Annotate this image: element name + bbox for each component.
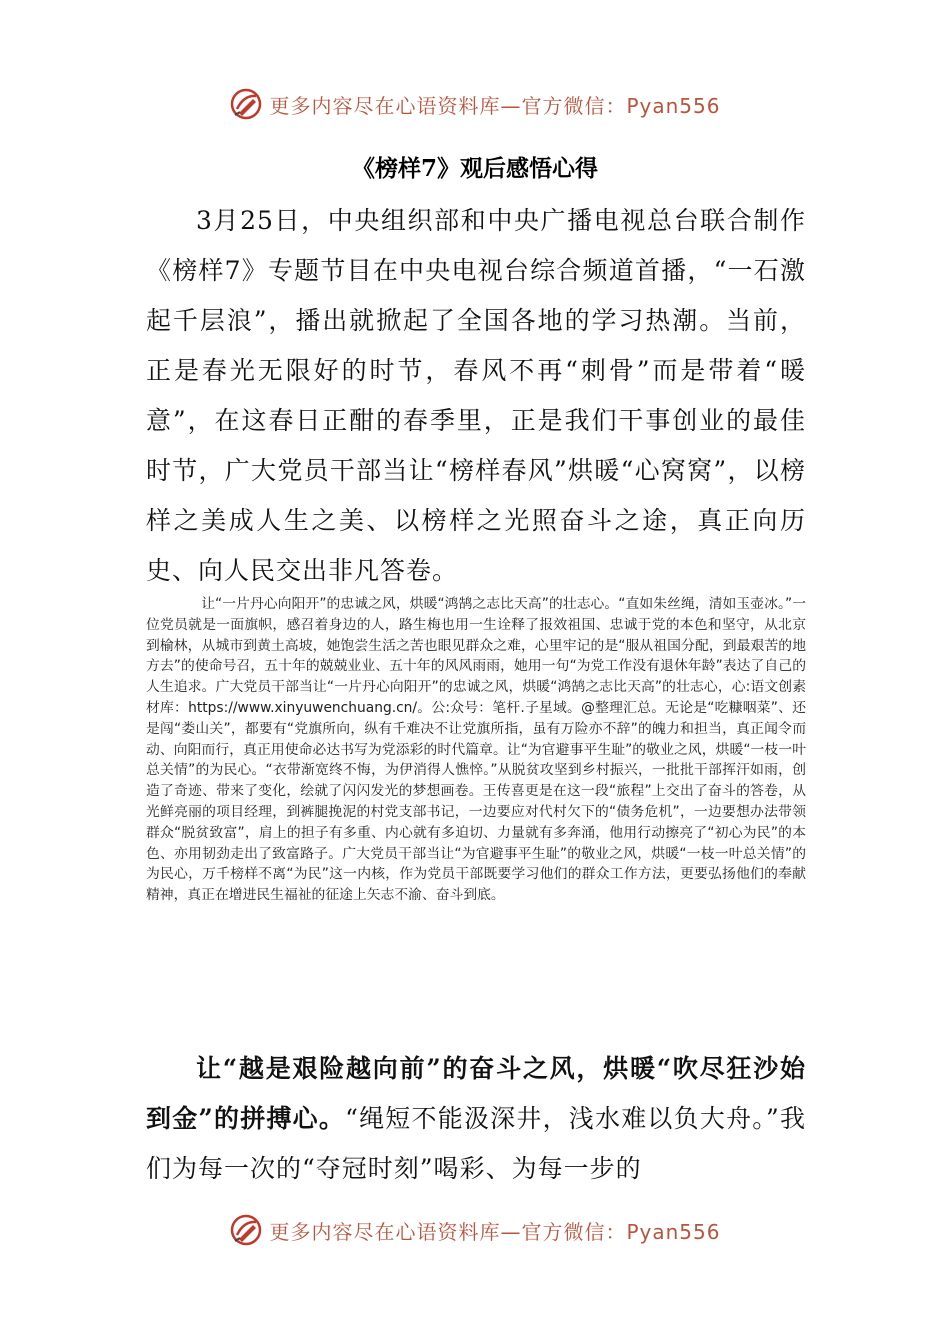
section-paragraph	[146, 1044, 806, 1194]
footer-banner	[0, 1210, 950, 1250]
pen-seal-icon	[229, 1213, 263, 1247]
footer-banner-text: 更多内容尽在心语资料库—官方微信：Pyan556	[269, 1219, 721, 1244]
header-banner	[0, 84, 950, 124]
section-heading-bold: 让“越是艰险越向前”的奋斗之风，烘暖“吹尽狂沙始到金”的拼搏心。	[146, 1054, 806, 1133]
body-paragraph-small: 让“一片丹心向阳开”的忠诚之风，烘暖“鸿鹄之志比天高”的壮志心。“直如朱丝绳，清如玉壶冰。”一位党员就是一面旗帜，感召着身边的人，路生梅也用一生诠释了报效祖国、忠诚于党的本色和坚守，从北京到榆林，从城市到黄土高坡，她饱尝生活之苦也眼见群众之难，心里牢记的是“服从祖国分配，到最艰苦的地方去”的使命号召，五十年的兢兢业业、五十年的风风雨雨，她用一句“为党工作没有退休年龄”表达了自己的人生追求。广大党员干部当让“一片丹心向阳开”的忠诚之风，烘暖“鸿鹄之志比天高”的壮志心，心:语文创素材库：https://www.xinyuwenchuang.cn/。公:众号：笔杆.子星域。@整理汇总。无论是“吃糠咽菜”、还是闯“娄山关”，都要有“党旗所向，纵有千难决不让党旗所指，虽有万险亦不辞”的魄力和担当，真正闻令而动、向阳而行，真正用使命必达书写为党添彩的时代篇章。让“为官避事平生耻”的敬业之风，烘暖“一枝一叶总关情”的为民心。“衣带渐宽终不悔，为伊消得人憔悴。”从脱贫攻坚到乡村振兴，一批批干部挥汗如雨，创造了奇迹、带来了变化，绘就了闪闪发光的梦想画卷。王传喜更是在这一段“旅程”上交出了奋斗的答卷，从光鲜亮丽的项目经理，到裤腿挽泥的村党支部书记，一边要应对代村欠下的“债务危机”，一边要想办法带领群众“脱贫致富”，肩上的担子有多重、内心就有多迫切、力量就有多奔涌，他用行动擦亮了“初心为民”的本色、亦用韧劲走出了致富路子。广大党员干部当让“为官避事平生耻”的敬业之风，烘暖“一枝一叶总关情”的为民心，万千榜样不离“为民”这一内核，作为党员干部既要学习他们的群众工作方法，更要弘扬他们的奉献精神，真正在增进民生福祉的征途上矢志不渝、奋斗到底。	[146, 596, 806, 904]
intro-paragraph: 3月25日，中央组织部和中央广播电视总台联合制作《榜样7》专题节目在中央电视台综合频道首播，“一石激起千层浪”，播出就掀起了全国各地的学习热潮。当前，正是春光无限好的时节，春风不再“刺骨”而是带着“暖意”，在这春日正酣的春季里，正是我们干事创业的最佳时节，广大党员干部当让“榜样春风”烘暖“心窝窝”，以榜样之美成人生之美、以榜样之光照奋斗之途，真正向历史、向人民交出非凡答卷。	[146, 206, 806, 585]
document-title: 《榜样7》观后感悟心得	[351, 155, 598, 182]
pen-seal-icon	[229, 87, 263, 121]
header-banner-text: 更多内容尽在心语资料库—官方微信：Pyan556	[269, 93, 721, 118]
section-paragraph-text: “绳短不能汲深井，浅水难以负大舟。”我们为每一次的“夺冠时刻”喝彩、为每一步的	[146, 1104, 806, 1183]
